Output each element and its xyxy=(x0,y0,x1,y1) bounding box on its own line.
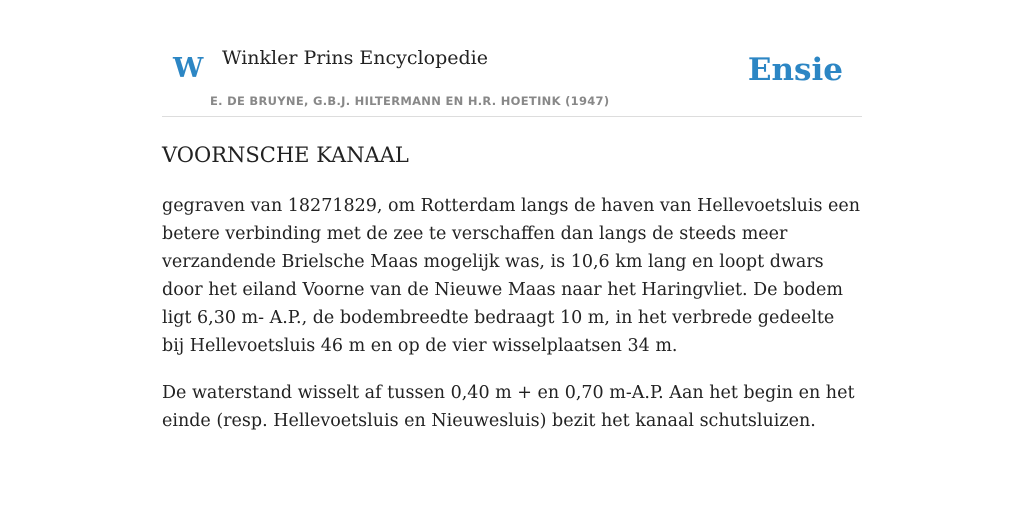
book-title[interactable]: Winkler Prins Encyclopedie xyxy=(222,47,488,69)
article-paragraph: De waterstand wisselt af tussen 0,40 m + en 0,70 m-A.P. Aan het begin en het einde (resp. Hellevoetsluis en Nieuwesluis) bezit het kanaal schutsluizen. xyxy=(162,383,855,431)
article-title: VOORNSCHE KANAAL xyxy=(162,143,409,167)
site-header xyxy=(162,0,862,117)
winkler-prins-logo[interactable]: W xyxy=(173,53,204,84)
article xyxy=(162,138,862,435)
ensie-logo[interactable]: Ensie xyxy=(747,52,843,88)
article-paragraph: gegraven van 18271829, om Rotterdam langs de haven van Hellevoetsluis een betere verbinding met de zee te verschaffen dan langs de steeds meer verzandende Brielsche Maas mogelijk was, is 10,6 km lang en loopt dwars door het eiland Voorne van de Nieuwe Maas naar het Haringvliet. De bodem ligt 6,30 m- A.P., de bodembreedte bedraagt 10 m, in het verbrede gedeelte bij Hellevoetsluis 46 m en op de vier wisselplaatsen 34 m. xyxy=(162,196,861,356)
book-authors: E. DE BRUYNE, G.B.J. HILTERMANN EN H.R. HOETINK (1947) xyxy=(210,94,610,108)
